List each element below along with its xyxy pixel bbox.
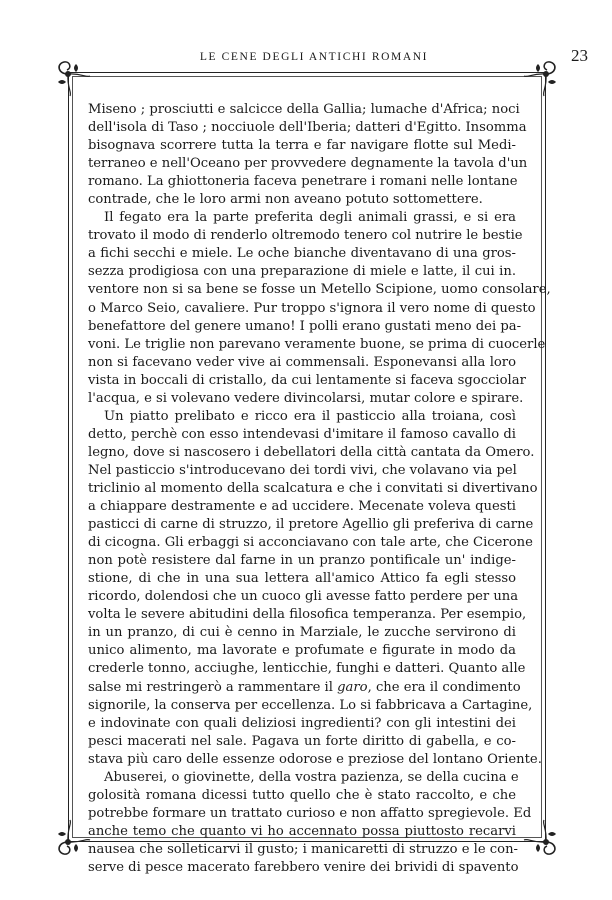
text-span: , che era il condimento: [367, 679, 521, 695]
text-line: benefattore del genere umano! I polli erano gustati meno dei pa-: [88, 318, 522, 334]
text-line: detto, perchè con esso intendevasi d'imitare il famoso cavallo di: [88, 426, 516, 442]
text-line: trovato il modo di renderlo oltremodo tenero col nutrire le bestie: [88, 228, 523, 244]
text-line: Il fegato era la parte preferita degli animali grassi, e si era: [104, 210, 516, 226]
text-line: in un pranzo, di cui è cenno in Marziale, le zucche servirono di: [88, 625, 516, 641]
text-line: Nel pasticcio s'introducevano dei tordi vivi, che volavano via pel: [88, 462, 517, 478]
text-line: pesci macerati nel sale. Pagava un forte diritto di gabella, e co-: [88, 733, 516, 749]
page-number: 23: [571, 46, 588, 65]
text-line: dell'isola di Taso ; nocciuole dell'Iberia; datteri d'Egitto. Insomma: [88, 120, 527, 136]
text-line: non potè resistere dal farne in un pranzo pontificale un' indige-: [88, 553, 516, 569]
text-line: e indovinate con quali deliziosi ingredienti? con gli intestini dei: [88, 715, 516, 731]
text-line: romano. La ghiottoneria faceva penetrare i romani nelle lontane: [88, 174, 518, 190]
text-line: Miseno ; prosciutti e salcicce della Gallia; lumache d'Africa; noci: [88, 102, 520, 117]
text-line: crederle tonno, acciughe, lenticchie, funghi e datteri. Quanto alle: [88, 661, 526, 677]
text-line: Abuserei, o giovinette, della vostra pazienza, se della cucina e: [104, 769, 519, 785]
text-line: [88, 679, 521, 697]
text-line: anche temo che quanto vi ho accennato possa piuttosto recarvi: [88, 823, 516, 839]
text-line: potrebbe formare un trattato curioso e non affatto spregievole. Ed: [88, 805, 532, 821]
text-line: Un piatto prelibato e ricco era il pasticcio alla troiana, così: [104, 408, 516, 424]
text-line: signorile, la conserva per eccellenza. Lo si fabbricava a Cartagine,: [88, 697, 533, 713]
text-line: l'acqua, e si volevano vedere divincolarsi, mutar colore e spirare.: [88, 390, 524, 406]
text-line: di cicogna. Gli erbaggi si acconciavano con tale arte, che Cicerone: [88, 535, 533, 551]
text-line: contrade, che le loro armi non aveano potuto sottomettere.: [88, 192, 483, 208]
body-text: [88, 101, 551, 877]
text-line: voni. Le triglie non parevano veramente buone, se prima di cuocerle: [88, 336, 546, 352]
text-line: a chiappare destramente e ad uccidere. Mecenate voleva questi: [88, 499, 516, 515]
page-header: [78, 46, 588, 68]
text-line: volta le severe abitudini della filosofica temperanza. Per esempio,: [88, 607, 527, 623]
text-line: serve di pesce macerato farebbero venire dei brividi di spavento: [88, 859, 519, 875]
text-line: stava più caro delle essenze odorose e preziose del lontano Oriente.: [88, 751, 542, 767]
text-line: a fichi secchi e miele. Le oche bianche diventavano di una gros-: [88, 246, 516, 262]
text-line: stione, di che in una sua lettera all'amico Attico fa egli stesso: [88, 571, 516, 587]
italic-word: garo: [337, 679, 368, 695]
text-line: nausea che solleticarvi il gusto; i manicaretti di struzzo e le con-: [88, 841, 518, 857]
text-span: salse mi restringerò a rammentare il: [88, 679, 338, 695]
text-line: o Marco Seio, cavaliere. Pur troppo s'ignora il vero nome di questo: [88, 300, 536, 316]
corner-ornament-icon: [52, 818, 92, 858]
text-line: triclinio al momento della scalcatura e che i convitati si divertivano: [88, 480, 538, 496]
running-title: LE CENE DEGLI ANTICHI ROMANI: [199, 51, 429, 63]
text-line: bisognava scorrere tutta la terra e far navigare flotte sul Medi-: [88, 138, 516, 154]
text-line: sezza prodigiosa con una preparazione di miele e latte, il cui in.: [88, 264, 516, 280]
text-line: non si facevano veder vive ai commensali. Esponevansi alla loro: [88, 354, 516, 370]
text-line: terraneo e nell'Oceano per provvedere degnamente la tavola d'un: [88, 156, 528, 172]
text-line: ventore non si sa bene se fosse un Metello Scipione, uomo consolare,: [88, 282, 551, 298]
text-line: legno, dove si nascosero i debellatori della città cantata da Omero.: [88, 444, 535, 460]
text-line: pasticci di carne di struzzo, il pretore Agellio gli preferiva di carne: [88, 517, 534, 533]
text-line: vista in boccali di cristallo, da cui lentamente si faceva sgocciolar: [88, 372, 526, 388]
text-line: golosità romana dicessi tutto quello che è stato raccolto, e che: [88, 787, 516, 803]
corner-ornament-icon: [522, 818, 562, 858]
text-line: ricordo, dolendosi che un cuoco gli avesse fatto perdere per una: [88, 589, 519, 605]
text-line: unico alimento, ma lavorate e profumate e figurate in modo da: [88, 643, 516, 659]
